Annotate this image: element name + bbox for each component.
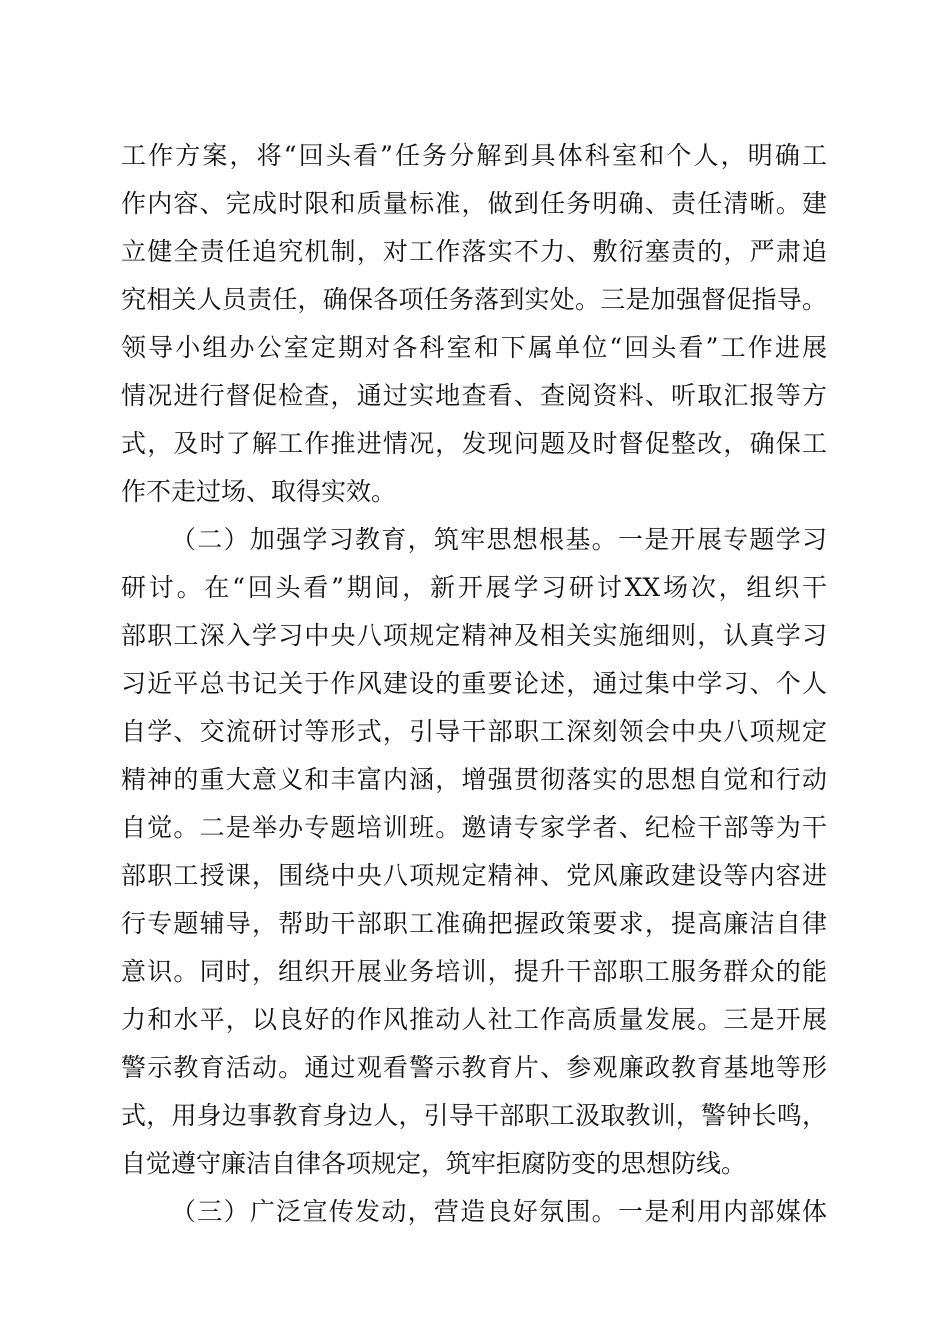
paragraph-line: 工作方案，将“回头看”任务分解到具体科室和个人，明确工 xyxy=(121,141,827,170)
paragraph-line: 作不走过场、取得实效。 xyxy=(121,477,397,506)
paragraph-line: 情况进行督促检查，通过实地查看、查阅资料、听取汇报等方 xyxy=(121,381,827,410)
paragraph-line: 自学、交流研讨等形式，引导干部职工深刻领会中央八项规定 xyxy=(121,717,827,746)
paragraph-line: 立健全责任追究机制，对工作落实不力、敷衍塞责的，严肃追 xyxy=(121,237,827,266)
paragraph-line: 式，及时了解工作推进情况，发现问题及时督促整改，确保工 xyxy=(121,429,827,458)
paragraph-line: 领导小组办公室定期对各科室和下属单位“回头看”工作进展 xyxy=(121,333,827,362)
paragraph-line: 警示教育活动。通过观看警示教育片、参观廉政教育基地等形 xyxy=(121,1053,827,1082)
paragraph-line: 式，用身边事教育身边人，引导干部职工汲取教训，警钟长鸣， xyxy=(121,1101,827,1130)
paragraph-line: 习近平总书记关于作风建设的重要论述，通过集中学习、个人 xyxy=(121,669,827,698)
paragraph-line: 精神的重大意义和丰富内涵，增强贯彻落实的思想自觉和行动 xyxy=(121,765,827,794)
section-heading-line: （二）加强学习教育，筑牢思想根基。一是开展专题学习 xyxy=(171,525,827,554)
section-heading-line: （三）广泛宣传发动，营造良好氛围。一是利用内部媒体 xyxy=(171,1197,827,1226)
paragraph-line: 行专题辅导，帮助干部职工准确把握政策要求，提高廉洁自律 xyxy=(121,909,827,938)
paragraph-line: 自觉遵守廉洁自律各项规定，筑牢拒腐防变的思想防线。 xyxy=(121,1149,747,1178)
paragraph-line: 作内容、完成时限和质量标准，做到任务明确、责任清晰。建 xyxy=(121,189,827,218)
paragraph-line: 意识。同时，组织开展业务培训，提升干部职工服务群众的能 xyxy=(121,957,827,986)
paragraph-line: 力和水平，以良好的作风推动人社工作高质量发展。三是开展 xyxy=(121,1005,827,1034)
paragraph-line: 究相关人员责任，确保各项任务落到实处。三是加强督促指导。 xyxy=(121,285,827,314)
paragraph-line: 研讨。在“回头看”期间，新开展学习研讨XX场次，组织干 xyxy=(121,573,827,602)
paragraph-line: 部职工深入学习中央八项规定精神及相关实施细则，认真学习 xyxy=(121,621,827,650)
paragraph-line: 部职工授课，围绕中央八项规定精神、党风廉政建设等内容进 xyxy=(121,861,827,890)
paragraph-line: 自觉。二是举办专题培训班。邀请专家学者、纪检干部等为干 xyxy=(121,813,827,842)
